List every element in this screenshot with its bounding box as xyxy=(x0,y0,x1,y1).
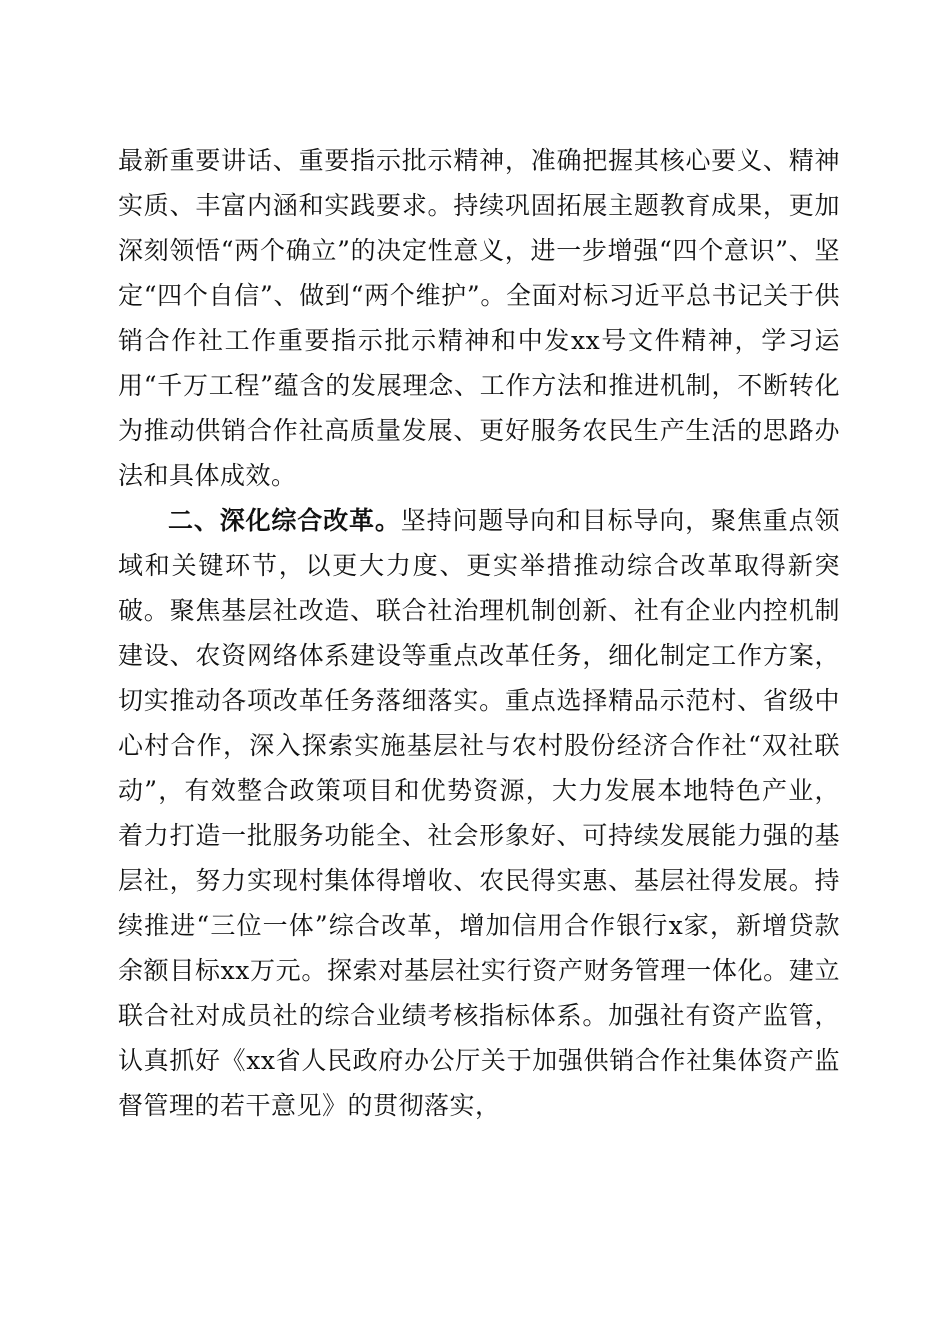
paragraph-section-2 xyxy=(118,498,840,1128)
paragraph-continuation xyxy=(118,138,840,498)
section-2-body: 坚持问题导向和目标导向，聚焦重点领域和关键环节，以更大力度、更实举措推动综合改革取得新突破。聚焦基层社改造、联合社治理机制创新、社有企业内控机制建设、农资网络体系建设等重点改革任务，细化制定工作方案，切实推动各项改革任务落细落实。重点选择精品示范村、省级中心村合作，深入探索实施基层社与农村股份经济合作社“双社联动”，有效整合政策项目和优势资源，大力发展本地特色产业，着力打造一批服务功能全、社会形象好、可持续发展能力强的基层社，努力实现村集体得增收、农民得实惠、基层社得发展。持续推进“三位一体”综合改革，增加信用合作银行x家，新增贷款余额目标xx万元。探索对基层社实行资产财务管理一体化。建立联合社对成员社的综合业绩考核指标体系。加强社有资产监管，认真抓好《xx省人民政府办公厅关于加强供销合作社集体资产监督管理的若干意见》的贯彻落实， xyxy=(118,506,840,1120)
document-body xyxy=(118,138,840,1128)
paragraph-1-text: 最新重要讲话、重要指示批示精神，准确把握其核心要义、精神实质、丰富内涵和实践要求。持续巩固拓展主题教育成果，更加深刻领悟“两个确立”的决定性意义，进一步增强“四个意识”、坚定“四个自信”、做到“两个维护”。全面对标习近平总书记关于供销合作社工作重要指示批示精神和中发xx号文件精神，学习运用“千万工程”蕴含的发展理念、工作方法和推进机制，不断转化为推动供销合作社高质量发展、更好服务农民生产生活的思路办法和具体成效。 xyxy=(118,146,840,490)
section-2-heading: 二、深化综合改革。 xyxy=(168,506,401,535)
